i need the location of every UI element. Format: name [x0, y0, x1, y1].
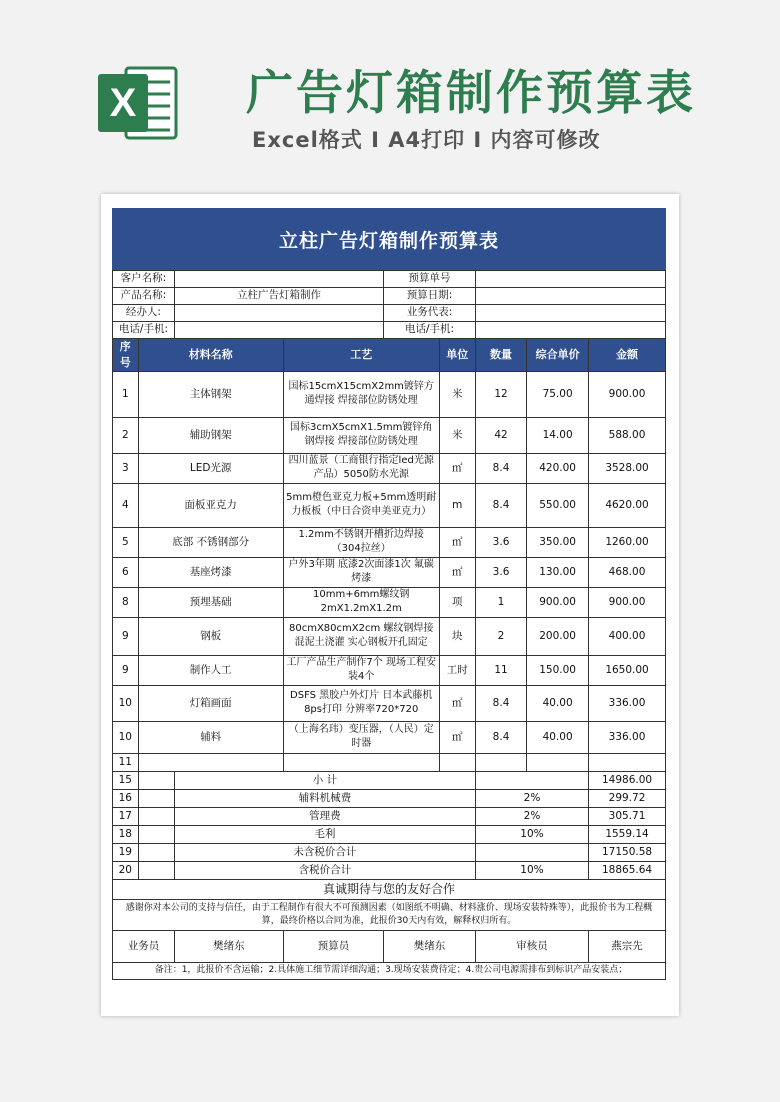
col-header-craft: 工艺	[283, 339, 439, 372]
item-unit[interactable]: ㎡	[439, 557, 475, 587]
info-value[interactable]	[475, 288, 665, 305]
totals-spacer	[138, 843, 174, 861]
budget-table	[112, 270, 666, 980]
totals-amount[interactable]: 1559.14	[589, 825, 666, 843]
totals-row	[113, 843, 666, 861]
item-amount[interactable]: 336.00	[589, 721, 666, 753]
info-label: 业务代表:	[384, 305, 476, 322]
totals-rate[interactable]: 2%	[475, 789, 588, 807]
col-header-qty: 数量	[475, 339, 526, 372]
item-qty[interactable]: 42	[475, 417, 526, 453]
totals-label[interactable]: 小 计	[174, 771, 475, 789]
page-title: 广告灯箱制作预算表	[246, 66, 696, 121]
info-label: 电话/手机:	[384, 322, 476, 339]
totals-no[interactable]: 16	[113, 789, 139, 807]
item-unit[interactable]: 米	[439, 417, 475, 453]
item-craft[interactable]: 80cmX80cmX2cm 螺纹钢焊接 混泥土浇灌 实心钢板开孔固定	[283, 617, 439, 655]
info-value[interactable]	[174, 322, 383, 339]
item-unit[interactable]: 工时	[439, 655, 475, 685]
item-unit[interactable]: m	[439, 483, 475, 527]
totals-spacer	[138, 861, 174, 879]
table-row	[113, 453, 666, 483]
totals-rate[interactable]: 2%	[475, 807, 588, 825]
item-no[interactable]: 10	[113, 685, 139, 721]
info-label: 产品名称:	[113, 288, 175, 305]
column-header-row	[113, 339, 666, 372]
totals-amount[interactable]: 17150.58	[589, 843, 666, 861]
totals-spacer	[138, 825, 174, 843]
audit-label: 审核员	[475, 930, 588, 962]
info-value[interactable]	[174, 271, 383, 288]
info-value[interactable]: 立柱广告灯箱制作	[174, 288, 383, 305]
totals-rate[interactable]	[475, 843, 588, 861]
totals-no[interactable]: 20	[113, 861, 139, 879]
item-amount[interactable]: 900.00	[589, 371, 666, 417]
item-craft[interactable]: 国标3cmX5cmX1.5mm镀锌角钢焊接 焊接部位防锈处理	[283, 417, 439, 453]
item-qty[interactable]: 3.6	[475, 527, 526, 557]
item-craft[interactable]: 工厂产品生产制作7个 现场工程安装4个	[283, 655, 439, 685]
col-header-name: 材料名称	[138, 339, 283, 372]
page-subtitle: Excel格式 I A4打印 I 内容可修改	[252, 128, 601, 152]
info-row	[113, 305, 666, 322]
item-qty[interactable]: 8.4	[475, 453, 526, 483]
thanks-row	[113, 899, 666, 930]
totals-label[interactable]: 未含税价合计	[174, 843, 475, 861]
item-name[interactable]: 基座烤漆	[138, 557, 283, 587]
item-price[interactable]: 40.00	[527, 685, 589, 721]
totals-spacer	[138, 807, 174, 825]
item-price[interactable]: 14.00	[527, 417, 589, 453]
item-unit[interactable]: 项	[439, 587, 475, 617]
item-no[interactable]: 5	[113, 527, 139, 557]
info-label: 客户名称:	[113, 271, 175, 288]
info-row	[113, 288, 666, 305]
item-name[interactable]: LED光源	[138, 453, 283, 483]
totals-row	[113, 825, 666, 843]
item-qty[interactable]	[475, 753, 526, 771]
totals-rate[interactable]	[475, 771, 588, 789]
item-no[interactable]: 4	[113, 483, 139, 527]
totals-body	[113, 771, 666, 879]
item-no[interactable]: 2	[113, 417, 139, 453]
item-price[interactable]: 150.00	[527, 655, 589, 685]
item-unit[interactable]: ㎡	[439, 721, 475, 753]
item-unit[interactable]: ㎡	[439, 685, 475, 721]
table-row	[113, 617, 666, 655]
info-label: 电话/手机:	[113, 322, 175, 339]
sheet-title-banner: 立柱广告灯箱制作预算表	[112, 208, 666, 270]
item-name[interactable]: 辅料	[138, 721, 283, 753]
table-row	[113, 557, 666, 587]
item-craft[interactable]	[283, 753, 439, 771]
item-unit[interactable]	[439, 753, 475, 771]
item-name[interactable]: 灯箱画面	[138, 685, 283, 721]
item-amount[interactable]: 588.00	[589, 417, 666, 453]
totals-row	[113, 807, 666, 825]
item-amount[interactable]: 1650.00	[589, 655, 666, 685]
item-price[interactable]: 550.00	[527, 483, 589, 527]
item-no[interactable]: 9	[113, 655, 139, 685]
closing-row	[113, 879, 666, 899]
item-qty[interactable]: 3.6	[475, 557, 526, 587]
table-row	[113, 721, 666, 753]
item-qty[interactable]: 11	[475, 655, 526, 685]
col-header-price: 综合单价	[527, 339, 589, 372]
table-row	[113, 655, 666, 685]
totals-label[interactable]: 辅料机械费	[174, 789, 475, 807]
item-qty[interactable]: 8.4	[475, 483, 526, 527]
item-price[interactable]: 130.00	[527, 557, 589, 587]
item-name[interactable]: 预埋基础	[138, 587, 283, 617]
item-amount[interactable]	[589, 753, 666, 771]
table-row	[113, 483, 666, 527]
totals-rate[interactable]: 10%	[475, 825, 588, 843]
excel-logo-letter: X	[109, 80, 137, 125]
totals-no[interactable]: 19	[113, 843, 139, 861]
item-price[interactable]: 900.00	[527, 587, 589, 617]
item-no[interactable]: 1	[113, 371, 139, 417]
totals-no[interactable]: 17	[113, 807, 139, 825]
audit-name[interactable]: 燕宗先	[589, 930, 666, 962]
item-craft[interactable]: 5mm橙色亚克力板+5mm透明耐力板板（中日合资申美亚克力）	[283, 483, 439, 527]
item-qty[interactable]: 8.4	[475, 685, 526, 721]
totals-label[interactable]: 含税价合计	[174, 861, 475, 879]
item-qty[interactable]: 1	[475, 587, 526, 617]
item-name[interactable]: 制作人工	[138, 655, 283, 685]
table-row	[113, 587, 666, 617]
items-body	[113, 371, 666, 771]
item-craft[interactable]: 1.2mm不锈钢开槽折边焊接（304拉丝）	[283, 527, 439, 557]
item-amount[interactable]: 1260.00	[589, 527, 666, 557]
item-qty[interactable]: 2	[475, 617, 526, 655]
info-label: 预算单号	[384, 271, 476, 288]
item-price[interactable]: 420.00	[527, 453, 589, 483]
item-no[interactable]: 6	[113, 557, 139, 587]
totals-row	[113, 771, 666, 789]
item-price[interactable]: 200.00	[527, 617, 589, 655]
item-craft[interactable]: （上海名玮）变压器，（人民）定时器	[283, 721, 439, 753]
budget-name[interactable]: 樊绪东	[384, 930, 476, 962]
item-name[interactable]: 辅助钢架	[138, 417, 283, 453]
totals-label[interactable]: 毛利	[174, 825, 475, 843]
info-value[interactable]	[475, 322, 665, 339]
item-amount[interactable]: 336.00	[589, 685, 666, 721]
col-header-no: 序号	[113, 339, 139, 372]
item-unit[interactable]: ㎡	[439, 453, 475, 483]
item-amount[interactable]: 3528.00	[589, 453, 666, 483]
info-value[interactable]	[475, 271, 665, 288]
totals-label[interactable]: 管理费	[174, 807, 475, 825]
table-row	[113, 417, 666, 453]
closing-text: 真诚期待与您的友好合作	[113, 879, 666, 899]
item-name[interactable]	[138, 753, 283, 771]
col-header-amount: 金额	[589, 339, 666, 372]
item-no[interactable]: 10	[113, 721, 139, 753]
item-qty[interactable]: 12	[475, 371, 526, 417]
item-amount[interactable]: 468.00	[589, 557, 666, 587]
item-price[interactable]: 40.00	[527, 721, 589, 753]
totals-no[interactable]: 15	[113, 771, 139, 789]
item-name[interactable]: 钢板	[138, 617, 283, 655]
item-price[interactable]: 75.00	[527, 371, 589, 417]
item-name[interactable]: 底部 不锈钢部分	[138, 527, 283, 557]
item-unit[interactable]: 米	[439, 371, 475, 417]
item-price[interactable]: 350.00	[527, 527, 589, 557]
item-name[interactable]: 面板亚克力	[138, 483, 283, 527]
item-craft[interactable]: 10mm+6mm螺纹钢 2mX1.2mX1.2m	[283, 587, 439, 617]
info-value[interactable]	[174, 305, 383, 322]
totals-row	[113, 861, 666, 879]
item-no[interactable]: 9	[113, 617, 139, 655]
item-amount[interactable]: 400.00	[589, 617, 666, 655]
totals-row	[113, 789, 666, 807]
item-amount[interactable]: 4620.00	[589, 483, 666, 527]
table-row	[113, 371, 666, 417]
item-unit[interactable]: ㎡	[439, 527, 475, 557]
info-value[interactable]	[475, 305, 665, 322]
item-qty[interactable]: 8.4	[475, 721, 526, 753]
info-row	[113, 271, 666, 288]
sales-label: 业务员	[113, 930, 175, 962]
item-craft[interactable]: 国标15cmX15cmX2mm镀锌方通焊接 焊接部位防锈处理	[283, 371, 439, 417]
totals-spacer	[138, 771, 174, 789]
item-unit[interactable]: 块	[439, 617, 475, 655]
remark-row	[113, 962, 666, 979]
info-label: 经办人:	[113, 305, 175, 322]
info-label: 预算日期:	[384, 288, 476, 305]
table-row	[113, 753, 666, 771]
item-no[interactable]: 3	[113, 453, 139, 483]
item-no[interactable]: 8	[113, 587, 139, 617]
item-craft[interactable]: 四川蓝景（工商银行指定led光源产品）5050防水光源	[283, 453, 439, 483]
totals-no[interactable]: 18	[113, 825, 139, 843]
table-row	[113, 527, 666, 557]
remark-text: 备注：1，此报价不含运输；2.具体施工细节需详细沟通；3.现场安装费待定；4.贵公司电源需排布到标识产品安装点；	[113, 962, 666, 979]
budget-label: 预算员	[283, 930, 383, 962]
thanks-text: 感谢你对本公司的支持与信任，由于工程制作有很大不可预测因素（如图纸不明确、材料涨价、现场安装特殊等），此报价书为工程概算，最终价格以合同为准，此报价30天内有效，解释权归所有。	[113, 899, 666, 930]
item-no[interactable]: 11	[113, 753, 139, 771]
col-header-unit: 单位	[439, 339, 475, 372]
signature-row	[113, 930, 666, 962]
info-row	[113, 322, 666, 339]
item-amount[interactable]: 900.00	[589, 587, 666, 617]
totals-amount[interactable]: 305.71	[589, 807, 666, 825]
sales-name[interactable]: 樊绪东	[174, 930, 283, 962]
totals-amount[interactable]: 18865.64	[589, 861, 666, 879]
totals-rate[interactable]: 10%	[475, 861, 588, 879]
item-price[interactable]	[527, 753, 589, 771]
totals-amount[interactable]: 14986.00	[589, 771, 666, 789]
table-row	[113, 685, 666, 721]
item-name[interactable]: 主体钢架	[138, 371, 283, 417]
totals-spacer	[138, 789, 174, 807]
totals-amount[interactable]: 299.72	[589, 789, 666, 807]
item-craft[interactable]: 户外3年期 底漆2次面漆1次 氟碳烤漆	[283, 557, 439, 587]
item-craft[interactable]: DSFS 黑胶户外灯片 日本武藤机8ps打印 分辨率720*720	[283, 685, 439, 721]
